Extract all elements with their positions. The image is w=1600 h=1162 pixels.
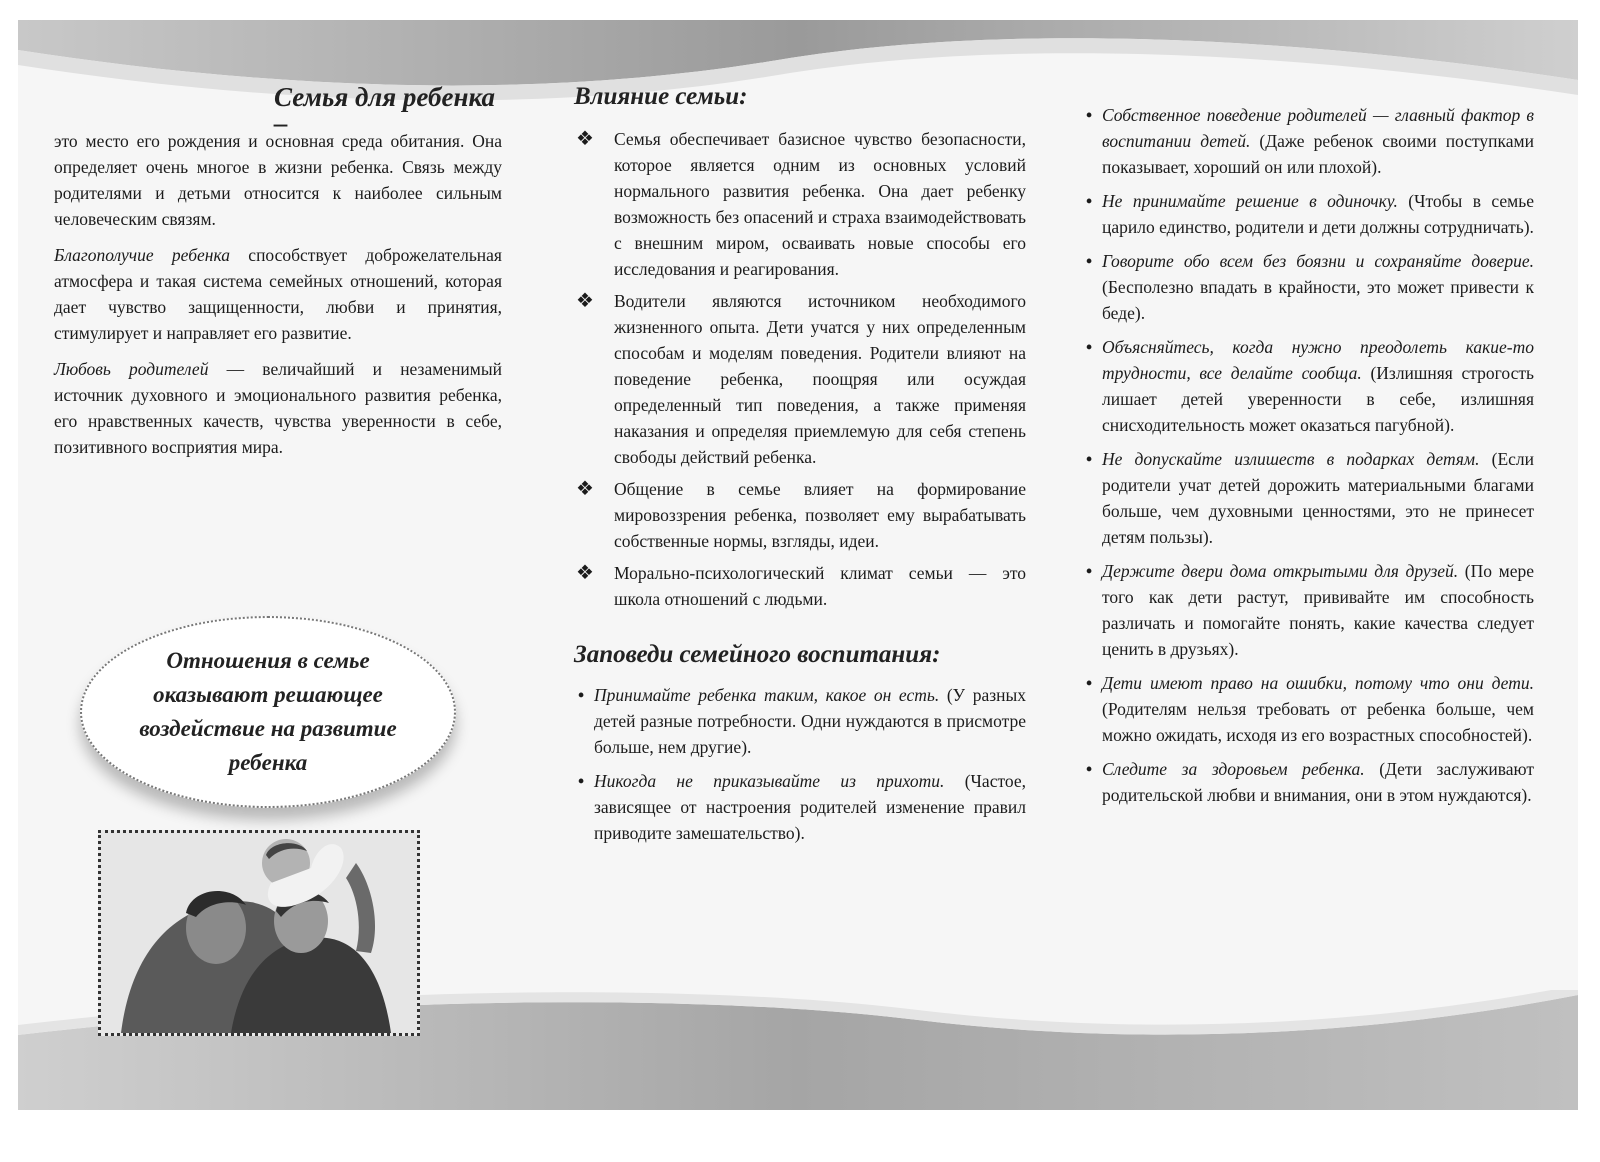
- column-middle: [574, 20, 1026, 854]
- dot-bullet-icon: •: [578, 685, 585, 705]
- commandments-list-middle: [574, 682, 1026, 846]
- intro-paragraph: это место его рождения и основная среда обитания. Она определяет очень многое в жизни ребенка. Связь между родителями и детьми относится к наиболее сильным человеческим связям.: [54, 131, 502, 229]
- dot-bullet-icon: •: [1086, 673, 1093, 693]
- column-right: [1082, 20, 1534, 816]
- commandment-item: • Говорите обо всем без боязни и сохраняйте доверие. (Бесполезно впадать в крайности, это может привести к беде).: [1082, 248, 1534, 326]
- dot-bullet-icon: •: [1086, 251, 1093, 271]
- commandment-item: • Не принимайте решение в одиночку. (Чтобы в семье царило единство, родители и дети должны сотрудничать).: [1082, 188, 1534, 240]
- dot-bullet-icon: •: [1086, 449, 1093, 469]
- brochure-sheet: [18, 20, 1578, 1110]
- dot-bullet-icon: •: [1086, 759, 1093, 779]
- commandment-item: • Объясняйтесь, когда нужно преодолеть какие-то трудности, все делайте сообща. (Излишняя строгость лишает детей уверенности в себе, излишняя снисходительность может оказаться пагубной).: [1082, 334, 1534, 438]
- dot-bullet-icon: •: [578, 771, 585, 791]
- commandment-item: • Никогда не приказывайте из прихоти. (Частое, зависящее от настроения родителей изменение правил приводите замешательство).: [574, 768, 1026, 846]
- commandments-list-right: [1082, 102, 1534, 808]
- influence-item: ❖ Морально-психологический климат семьи — это школа отношений с людьми.: [576, 562, 1026, 609]
- diamond-bullet-icon: ❖: [576, 478, 594, 500]
- quote-oval: [80, 616, 456, 808]
- commandment-item: • Не допускайте излишеств в подарках детям. (Если родители учат детей дорожить материальными благами больше, чем духовными ценностями, это не принесет детям пользы).: [1082, 446, 1534, 550]
- wellbeing-paragraph: [54, 242, 502, 346]
- dot-bullet-icon: •: [1086, 561, 1093, 581]
- influence-item: ❖ Водители являются источником необходимого жизненного опыта. Дети учатся у них определенным способам и моделям поведения. Родители влияют на поведение ребенка, поощряя или осуждая определенный тип поведения, а также применяя наказания и определяя приемлемую для себя степень свободы действий ребенка.: [576, 290, 1026, 467]
- family-title: Семья для ребенка –: [274, 82, 495, 138]
- influence-item: ❖ Общение в семье влияет на формирование мировоззрения ребенка, позволяет ему вырабатывать собственные нормы, взгляды, идеи.: [576, 478, 1026, 551]
- dot-bullet-icon: •: [1086, 105, 1093, 125]
- diamond-bullet-icon: ❖: [576, 128, 594, 150]
- love-paragraph: [54, 356, 502, 460]
- commandment-item: • Принимайте ребенка таким, какое он есть. (У разных детей разные потребности. Одни нуждаются в присмотре больше, нем другие).: [574, 682, 1026, 760]
- diamond-bullet-icon: ❖: [576, 562, 594, 584]
- influence-item: ❖ Семья обеспечивает базисное чувство безопасности, которое является одним из основных условий нормального развития ребенка. Она дает ребенку возможность без опасений и страха взаимодействовать с внешним миром, осваивать новые способы его исследования и реагирования.: [576, 128, 1026, 279]
- commandment-item: • Дети имеют право на ошибки, потому что они дети. (Родителям нельзя требовать от ребенка больше, чем можно ожидать, исходя из его возрастных способностей).: [1082, 670, 1534, 748]
- wellbeing-lead: Благополучие ребенка: [54, 245, 230, 265]
- dot-bullet-icon: •: [1086, 191, 1093, 211]
- wellbeing-text: способствует доброжелательная атмосфера и такая система семейных отношений, которая дает чувство защищенности, любви и принятия, стимулирует и направляет его развитие.: [54, 245, 502, 343]
- love-lead: Любовь родителей: [54, 359, 209, 379]
- diamond-bullet-icon: ❖: [576, 290, 594, 312]
- commandment-item: • Собственное поведение родителей — главный фактор в воспитании детей. (Даже ребенок своими поступками показывает, хороший он или плохой).: [1082, 102, 1534, 180]
- love-text: — величайший и незаменимый источник духовного и эмоционального развития ребенка, его нравственных качеств, чувства уверенности в себе, позитивного восприятия мира.: [54, 359, 502, 457]
- influence-title: Влияние семьи:: [574, 83, 748, 110]
- commandment-item: • Держите двери дома открытыми для друзей. (По мере того как дети растут, прививайте им способность различать и помогайте понять, какие качества следует ценить в друзьях).: [1082, 558, 1534, 662]
- family-photo: [98, 830, 420, 1036]
- oval-quote-text: Отношения в семье оказывают решающее воздействие на развитие ребенка: [139, 648, 397, 775]
- commandments-title: Заповеди семейного воспитания:: [574, 641, 941, 668]
- influence-list: [574, 126, 1026, 612]
- column-left: [54, 20, 502, 470]
- dot-bullet-icon: •: [1086, 337, 1093, 357]
- commandment-item: • Следите за здоровьем ребенка. (Дети заслуживают родительской любви и внимания, они в этом нуждаются).: [1082, 756, 1534, 808]
- parents-with-baby-illustration: [101, 833, 417, 1033]
